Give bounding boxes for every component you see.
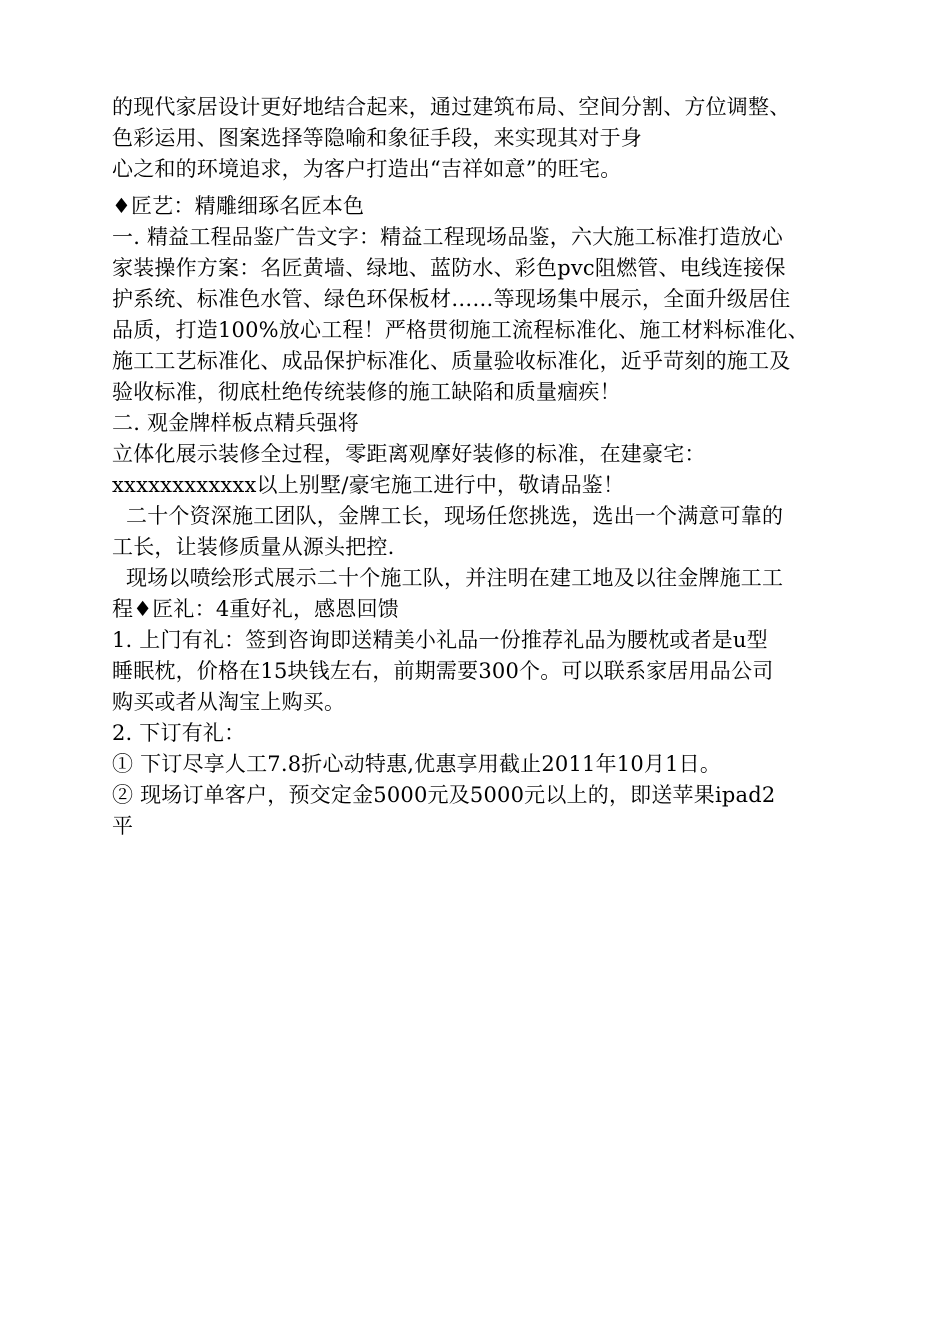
text-line: 睡眠枕，价格在15块钱左右，前期需要300个。可以联系家居用品公司 — [112, 659, 774, 683]
text-line: 一. 精益工程品鉴广告文字：精益工程现场品鉴，六大施工标准打造放心 — [112, 225, 783, 249]
text-line: 购买或者从淘宝上购买。 — [112, 690, 346, 714]
text-line: 施工工艺标准化、成品保护标准化、质量验收标准化，近乎苛刻的施工及 — [112, 349, 791, 373]
text-line: 平 — [112, 814, 134, 838]
text-line: 品质，打造100%放心工程！严格贯彻施工流程标准化、施工材料标准化、 — [112, 318, 809, 342]
text-line: 二十个资深施工团队，金牌工长，现场任您挑选，选出一个满意可靠的 — [126, 504, 784, 528]
text-line: ② 现场订单客户，预交定金5000元及5000元以上的，即送苹果ipad2 — [112, 783, 776, 807]
text-line: 程♦匠礼：4重好礼，感恩回馈 — [112, 597, 399, 621]
text-line: 1. 上门有礼：签到咨询即送精美小礼品一份推荐礼品为腰枕或者是u型 — [112, 628, 768, 652]
text-line: 二. 观金牌样板点精兵强将 — [112, 411, 359, 435]
text-line: 心之和的环境追求，为客户打造出“吉祥如意”的旺宅。 — [112, 157, 622, 181]
text-line: 现场以喷绘形式展示二十个施工队，并注明在建工地及以往金牌施工工 — [126, 566, 784, 590]
text-line: ① 下订尽享人工7.8折心动特惠,优惠享用截止2011年10月1日。 — [112, 752, 722, 776]
document-body — [112, 92, 872, 842]
text-line: 的现代家居设计更好地结合起来，通过建筑布局、空间分割、方位调整、 — [112, 95, 791, 119]
text-line: 家装操作方案：名匠黄墙、绿地、蓝防水、彩色pvc阻燃管、电线连接保 — [112, 256, 786, 280]
text-line: 工长，让装修质量从源头把控. — [112, 535, 395, 559]
text-line: 验收标准，彻底杜绝传统装修的施工缺陷和质量痼疾！ — [112, 380, 621, 404]
text-line: 护系统、标准色水管、绿色环保板材……等现场集中展示，全面升级居住 — [112, 287, 791, 311]
text-line: 2. 下订有礼： — [112, 721, 246, 745]
section-heading-craft: ♦匠艺：精雕细琢名匠本色 — [112, 194, 365, 218]
text-line: xxxxxxxxxxxx以上别墅/豪宅施工进行中，敬请品鉴！ — [112, 473, 625, 497]
text-line: 色彩运用、图案选择等隐喻和象征手段，来实现其对于身 — [112, 126, 642, 150]
text-line: 立体化展示装修全过程，零距离观摩好装修的标准，在建豪宅： — [112, 442, 706, 466]
